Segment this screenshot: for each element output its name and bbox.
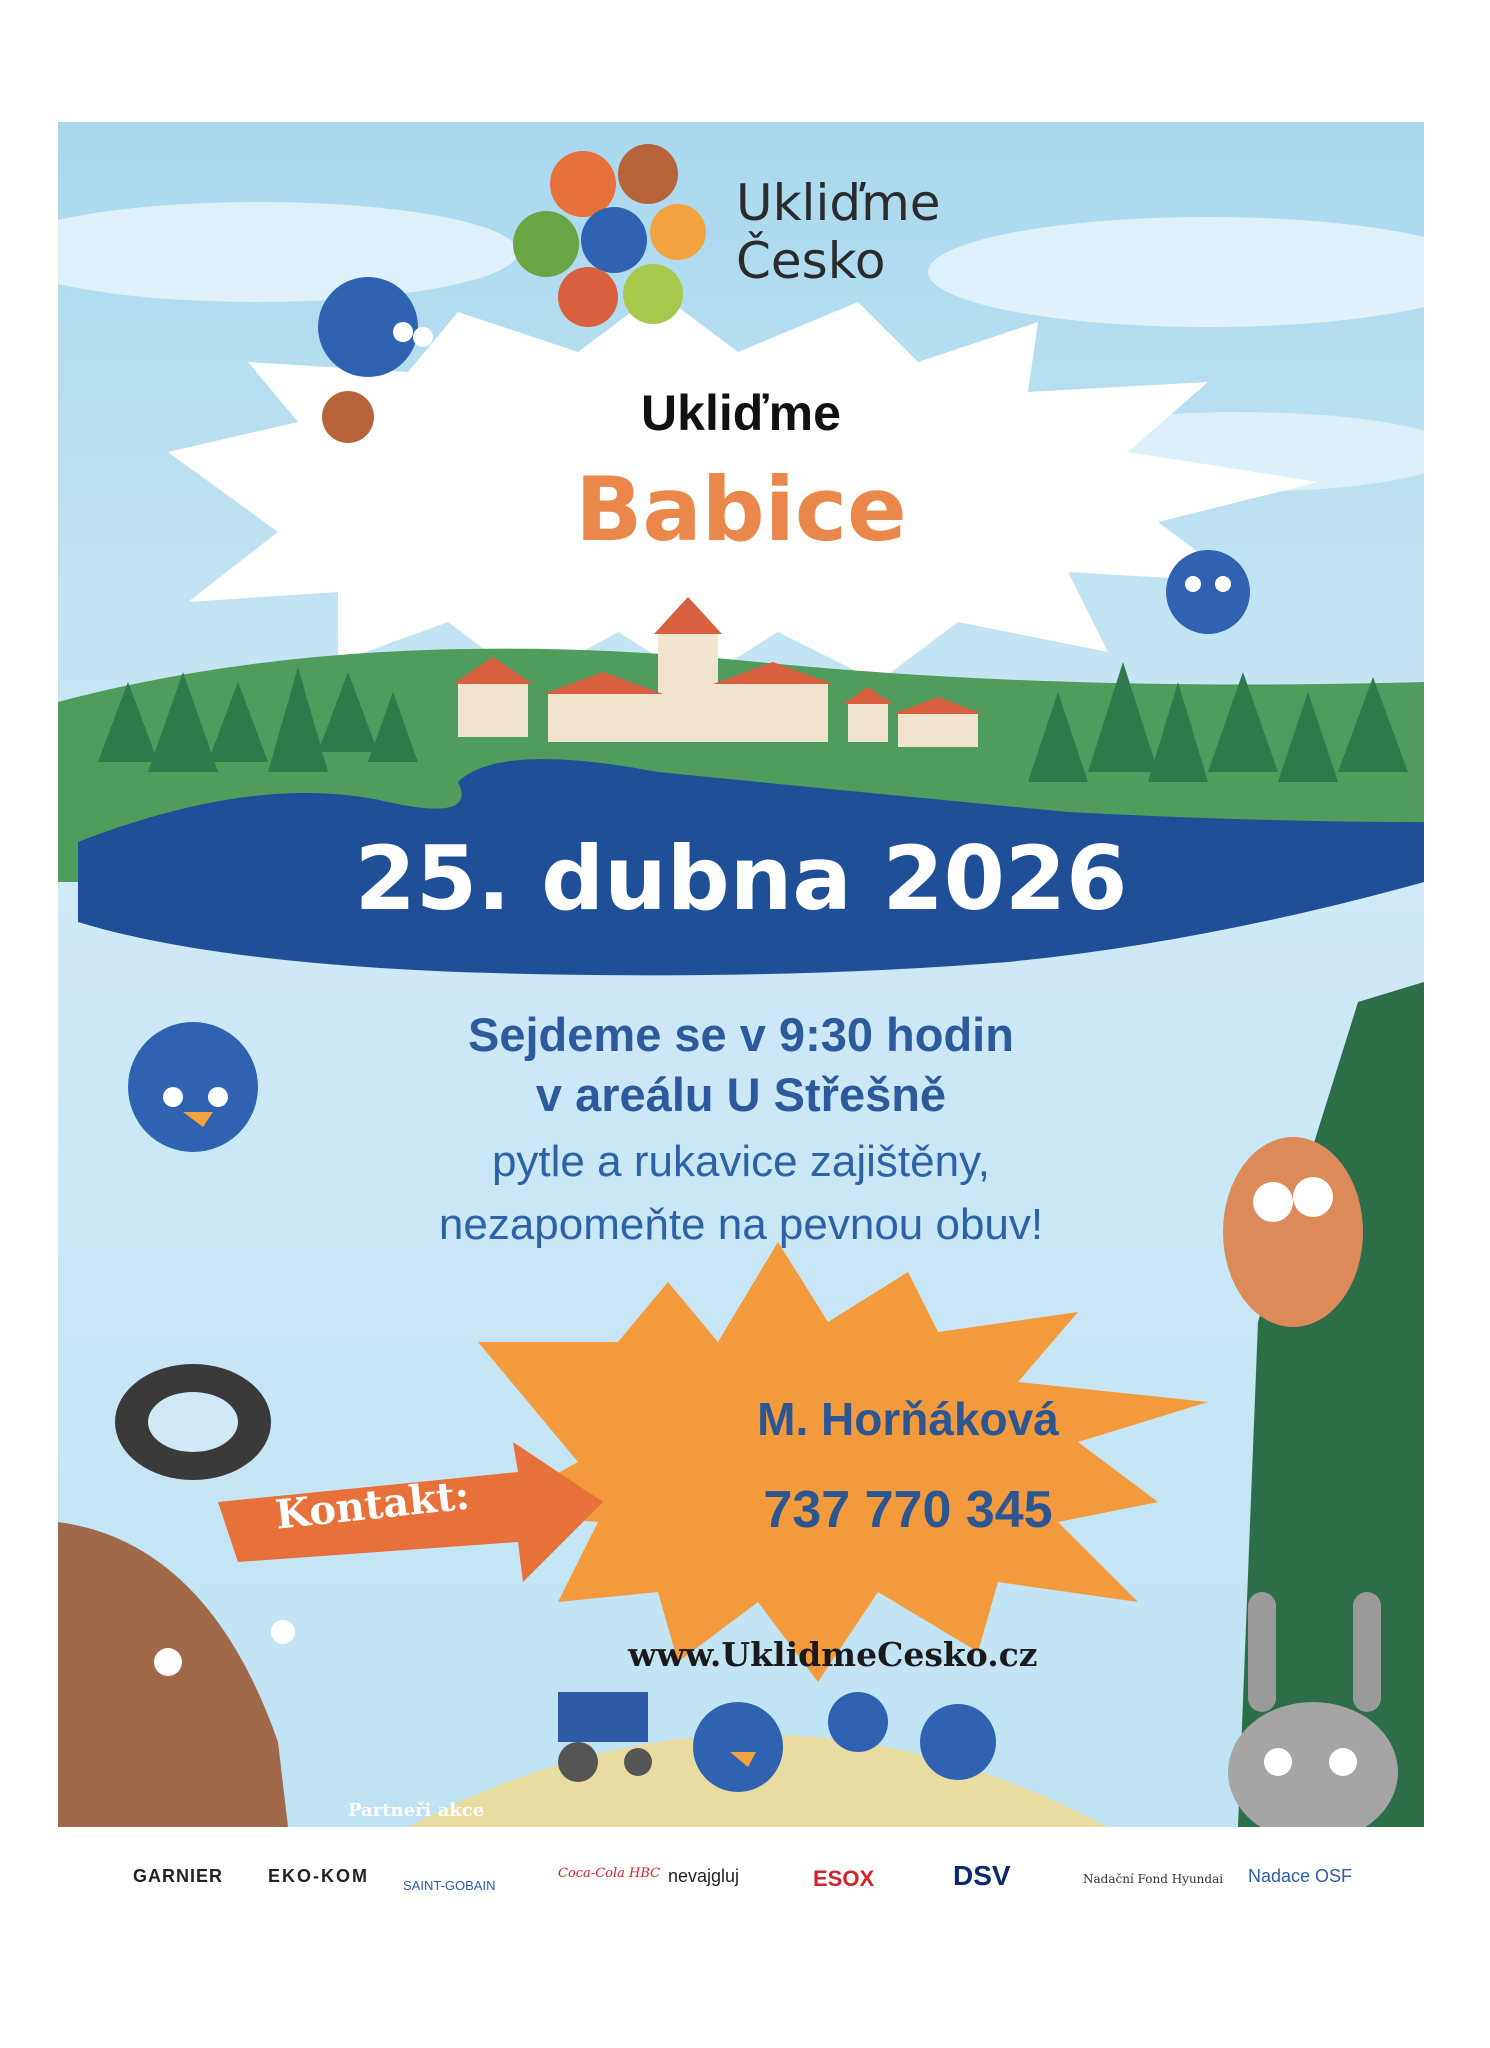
bird-icon bbox=[828, 1692, 888, 1752]
contact-burst bbox=[478, 1242, 1208, 1682]
event-date: 25. dubna 2026 bbox=[354, 827, 1128, 930]
contact-phone: 737 770 345 bbox=[763, 1481, 1053, 1539]
event-heading: Ukliďme bbox=[641, 385, 841, 441]
event-place: Babice bbox=[575, 458, 907, 561]
sponsor-coca-cola: Coca-Cola HBC bbox=[558, 1866, 661, 1881]
sponsor-esox: ESOX bbox=[813, 1866, 875, 1891]
logo-line2: Česko bbox=[736, 232, 886, 290]
poster bbox=[58, 122, 1424, 1827]
deer-icon bbox=[58, 1522, 295, 1827]
poster-illustration bbox=[58, 122, 1424, 1827]
meeting-time: Sejdeme se v 9:30 hodin bbox=[468, 1008, 1014, 1061]
tire-icon bbox=[115, 1364, 271, 1480]
sponsor-garnier: GARNIER bbox=[133, 1866, 224, 1886]
sponsor-nevajgluj: nevajgluj bbox=[668, 1866, 740, 1886]
supplies-note: pytle a rukavice zajištěny, bbox=[491, 1137, 991, 1186]
bird-icon bbox=[1166, 550, 1250, 634]
partners-label: Partneři akce bbox=[348, 1800, 485, 1821]
website-link[interactable]: www.UklidmeCesko.cz bbox=[628, 1635, 1038, 1674]
logo-line1: Ukliďme bbox=[736, 174, 941, 232]
contact-name: M. Horňáková bbox=[757, 1393, 1059, 1445]
footwear-note: nezapomeňte na pevnou obuv! bbox=[438, 1200, 1044, 1249]
sponsor-ekokom: EKO-KOM bbox=[268, 1866, 369, 1886]
sponsor-bar bbox=[58, 1852, 1424, 1912]
bird-icon bbox=[920, 1704, 996, 1780]
sponsor-hyundai: Nadační Fond Hyundai bbox=[1083, 1872, 1224, 1886]
contact-label: Kontakt: bbox=[273, 1471, 472, 1539]
meeting-place: v areálu U Střešně bbox=[535, 1068, 947, 1121]
sponsor-saint-gobain: SAINT-GOBAIN bbox=[403, 1878, 496, 1893]
bird-icon bbox=[693, 1702, 783, 1792]
logo-text bbox=[736, 174, 941, 290]
sponsor-osf: Nadace OSF bbox=[1248, 1866, 1353, 1886]
sponsor-dsv: DSV bbox=[953, 1860, 1011, 1891]
uklidme-cesko-logo bbox=[513, 144, 706, 327]
